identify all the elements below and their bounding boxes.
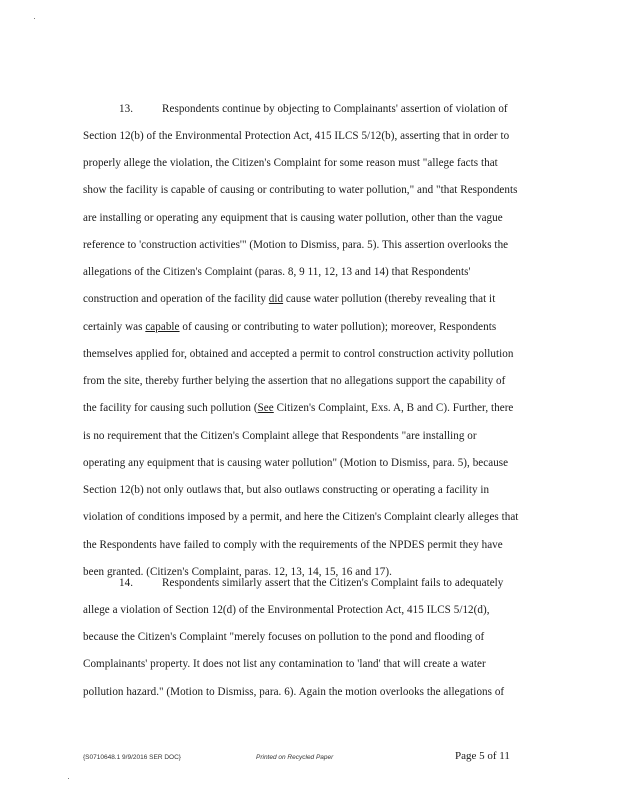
paragraph-line	[119, 573, 552, 593]
text-run: the Respondents have failed to comply with the requirements of the NPDES permit they have	[83, 538, 503, 551]
paragraph-line	[83, 398, 552, 418]
text-run: is no requirement that the Citizen's Complaint allege that Respondents "are installing or	[83, 429, 477, 442]
paragraph-number: 13.	[119, 102, 134, 115]
text-run: operating any equipment that is causing water pollution" (Motion to Dismiss, para. 5), because	[83, 456, 509, 469]
text-run: are installing or operating any equipment that is causing water pollution, other than the vague	[83, 211, 503, 224]
paragraph-line	[83, 480, 552, 500]
paragraph-line	[83, 426, 552, 446]
paragraph-line	[119, 99, 552, 119]
underlined-text: See	[257, 402, 274, 415]
underlined-text: did	[268, 293, 284, 306]
text-run: properly allege the violation, the Citizen's Complaint for some reason must "allege facts that	[83, 157, 498, 169]
text-run: themselves applied for, obtained and accepted a permit to control construction activity pollution	[83, 347, 514, 360]
text-run: Complainants' property. It does not list any contamination to 'land' that will create a water	[83, 658, 486, 671]
page-number: Page 5 of 11	[455, 750, 510, 762]
text-run: construction and operation of the facility	[83, 293, 269, 306]
scan-speck	[34, 18, 35, 19]
paragraph-line	[83, 654, 552, 674]
paragraph-line	[83, 371, 552, 391]
paragraph-line	[83, 262, 552, 282]
paragraph-line	[83, 535, 552, 555]
paragraph-line	[83, 180, 552, 200]
text-run: allegations of the Citizen's Complaint (paras. 8, 9 11, 12, 13 and 14) that Respondents'	[83, 266, 471, 278]
paragraph-line	[83, 600, 552, 620]
text-run: violation of conditions imposed by a permit, and here the Citizen's Complaint clearly alleges that	[83, 511, 519, 524]
paragraph-line	[83, 235, 552, 255]
paragraph-line	[83, 507, 552, 527]
paragraph-line	[83, 153, 552, 173]
text-run: Respondents continue by objecting to Complainants' assertion of violation of	[162, 102, 508, 115]
text-run: because the Citizen's Complaint "merely focuses on pollution to the pond and flooding of	[83, 631, 485, 643]
text-run: certainly was	[83, 320, 146, 333]
paragraph-line	[83, 126, 552, 146]
text-run: been granted. (Citizen's Complaint, paras. 12, 13, 14, 15, 16 and 17).	[83, 565, 392, 578]
paragraph-line	[83, 682, 552, 702]
text-run: cause water pollution (thereby revealing that it	[283, 293, 496, 306]
text-run: show the facility is capable of causing or contributing to water pollution," and "that Respondents	[83, 184, 518, 197]
paragraph-line	[83, 627, 552, 647]
text-run: Respondents similarly assert that the Citizen's Complaint fails to adequately	[162, 576, 504, 589]
footer-recycled-note: Printed on Recycled Paper	[256, 754, 334, 761]
text-run: Citizen's Complaint, Exs. A, B and C). Further, there	[273, 402, 514, 415]
paragraph-number: 14.	[119, 576, 134, 589]
text-run: reference to 'construction activities'" (Motion to Dismiss, para. 5). This assertion overlooks the	[83, 238, 509, 251]
paragraph-line	[83, 289, 552, 309]
paragraph-line	[83, 317, 552, 337]
paragraph-line	[83, 344, 552, 364]
text-run: pollution hazard." (Motion to Dismiss, para. 6). Again the motion overlooks the allegations of	[83, 685, 505, 698]
text-run: Section 12(b) of the Environmental Protection Act, 415 ILCS 5/12(b), asserting that in order to	[83, 129, 510, 142]
paragraph-line	[83, 208, 552, 228]
footer-doc-id: {S0710648.1 9/9/2016 SER DOC}	[83, 754, 181, 761]
scan-speck	[68, 778, 69, 779]
text-run: of causing or contributing to water pollution); moreover, Respondents	[179, 320, 497, 333]
text-run: the facility for causing such pollution (	[83, 402, 258, 415]
text-run: from the site, thereby further belying the assertion that no allegations support the capability of	[83, 375, 506, 387]
underlined-text: capable	[145, 320, 180, 333]
text-run: Section 12(b) not only outlaws that, but also outlaws constructing or operating a facility in	[83, 484, 490, 496]
text-run: allege a violation of Section 12(d) of the Environmental Protection Act, 415 ILCS 5/12(d),	[83, 603, 490, 616]
paragraph-line	[83, 453, 552, 473]
